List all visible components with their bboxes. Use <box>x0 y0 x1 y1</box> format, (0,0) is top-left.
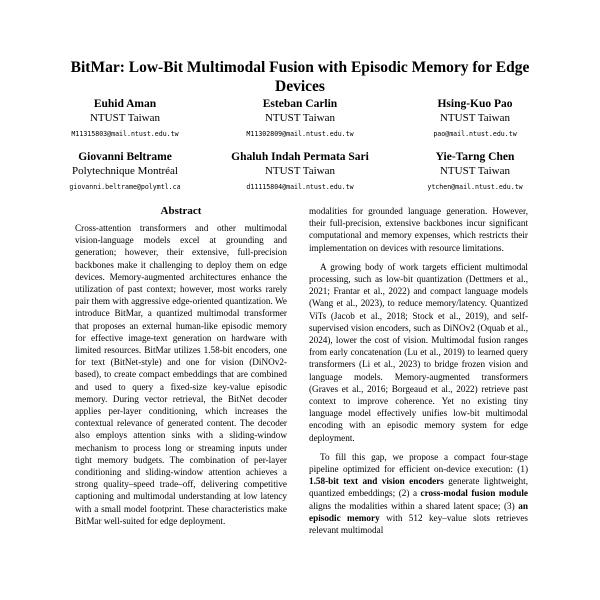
author-name: Ghaluh Indah Permata Sari <box>231 151 369 163</box>
author-name: Hsing-Kuo Pao <box>437 98 513 110</box>
authors-row-2 <box>40 150 560 192</box>
author-email: ytchen@mail.ntust.edu.tw <box>427 183 523 191</box>
abstract-column <box>75 222 287 527</box>
author-name: Yie-Tarng Chen <box>435 151 515 163</box>
intro-p3-bold-fusion: cross-modal fusion module <box>420 488 528 499</box>
author-affiliation: Polytechnique Montréal <box>71 165 178 177</box>
author-block <box>390 97 560 139</box>
intro-column <box>309 205 528 536</box>
intro-p3-text: with 512 key–value slots retrieves relevant multimodal <box>309 512 528 536</box>
abstract-heading: Abstract <box>160 205 202 217</box>
author-email: d11115804@mail.ntust.edu.tw <box>246 183 354 191</box>
author-email: giovanni.beltrame@polymtl.ca <box>69 183 181 191</box>
intro-p3-text: generate lightweight, quantized embeddings; (2) a <box>309 476 528 499</box>
author-name: Euhid Aman <box>93 98 157 110</box>
intro-p3-bold-encoders: 1.58-bit text and vision encoders <box>309 476 444 487</box>
intro-p3-text: To fill this gap, we propose a compact four-stage pipeline optimized for efficient on-device execution: (1) <box>309 451 528 475</box>
author-affiliation: NTUST Taiwan <box>439 165 510 177</box>
intro-paragraph-3 <box>309 451 528 536</box>
author-block <box>40 97 210 139</box>
author-block <box>40 150 210 192</box>
author-email: M11315803@mail.ntust.edu.tw <box>71 130 179 138</box>
author-block <box>390 150 560 192</box>
paper-title: BitMar: Low-Bit Multimodal Fusion with Episodic Memory for Edge Devices <box>70 59 530 95</box>
author-block <box>215 150 385 192</box>
author-affiliation: NTUST Taiwan <box>264 165 335 177</box>
author-affiliation: NTUST Taiwan <box>439 112 510 124</box>
intro-paragraph-1: modalities for grounded language generation. However, their full-precision, extensive backbones incur significant computational and memory expenses, which restricts their implementation on devices with resource limitations. <box>309 206 528 253</box>
intro-p3-text: aligns the modalities within a shared latent space; (3) <box>309 500 519 511</box>
author-block <box>215 97 385 139</box>
author-affiliation: NTUST Taiwan <box>264 112 335 124</box>
abstract-text: Cross-attention transformers and other multimodal vision-language models excel at grounding and generation; however, their extensive, full-precision backbones make it challenging to deploy them on edge devices. Memory-augmented architectures enhance the utilization of past context; however, most works rarely pair them with aggressive edge-oriented quantization. We introduce BitMar, a quantized multimodal transformer that proposes an external human-like episodic memory for effective image-text generation on hardware with limited resources. BitMar utilizes 1.58-bit encoders, one for text (BitNet-style) and one for vision (DiNOv2-based), to create compact embeddings that are combined and used to query a fixed-size key-value episodic memory. During vector retrieval, the BitNet decoder applies per-layer conditioning, which increases the contextual relevance of generated content. The decoder also employs attention sinks with a sliding-window mechanism to process long or streaming inputs under tight memory budgets. The combination of per-layer conditioning and sliding-window attention achieves a strong quality–speed trade–off, delivering competitive captioning and multimodal understanding at low latency with a small model footprint. These characteristics make BitMar well-suited for edge deployment. <box>75 223 287 526</box>
authors-row-1 <box>40 97 560 139</box>
author-name: Esteban Carlin <box>262 98 338 110</box>
intro-p3-bold-memory: an episodic memory <box>309 500 528 523</box>
author-email: pao@mail.ntust.edu.tw <box>433 130 517 138</box>
author-affiliation: NTUST Taiwan <box>89 112 160 124</box>
author-email: M11302809@mail.ntust.edu.tw <box>246 130 354 138</box>
author-name: Giovanni Beltrame <box>78 151 172 163</box>
intro-paragraph-2: A growing body of work targets efficient multimodal processing, such as low-bit quantization (Dettmers et al., 2021; Frantar et al., 2022) and compact language models (Wang et al., 2023), to reduce memory/latency. Quantized ViTs (Jacob et al., 2018; Stock et al., 2019), and self-supervised vision encoders, such as DiNOv2 (Oquab et al., 2024), lower the cost of vision. Multimodal fusion ranges from early concatenation (Lu et al., 2019) to learned query transformers (Li et al., 2023) to bridge frozen vision and language models. Memory-augmented transformers (Graves et al., 2016; Borgeaud et al., 2022) retrieve past context to improve coherence. Yet no existing tiny language model effectively unifies low-bit multimodal encoding with an episodic memory system for edge deployment. <box>309 261 528 443</box>
